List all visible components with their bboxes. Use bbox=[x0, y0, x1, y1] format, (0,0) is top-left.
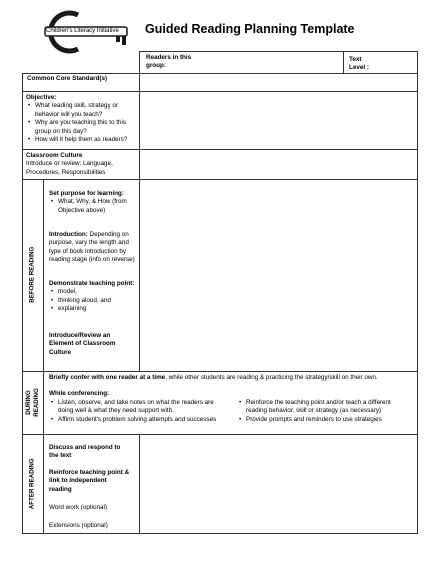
confer-rest: , while other students are reading & practicing the strategy/skill on their own. bbox=[165, 374, 378, 381]
objective-item: • Why are you teaching this to this group on this day? bbox=[35, 119, 138, 136]
divider bbox=[22, 149, 418, 150]
objective-heading: Objective: bbox=[26, 94, 57, 101]
intro-body: Depending on purpose, vary the length and type of book introduction by reading stage (info on reverse) bbox=[49, 231, 135, 264]
before-reading-section bbox=[22, 179, 418, 371]
page-title: Guided Reading Planning Template bbox=[145, 22, 355, 36]
demo-heading: Demonstrate teaching point: bbox=[49, 280, 135, 287]
during-reading-section bbox=[22, 371, 418, 434]
classroom-culture-body: Introduce or review: Language, Procedures, Responsibilities bbox=[26, 160, 113, 176]
readers-label: Readers in this group: bbox=[146, 54, 192, 70]
demo-item: • model, bbox=[58, 288, 139, 296]
confer-bold: Briefly confer with one reader at a time bbox=[49, 374, 166, 381]
cli-logo bbox=[36, 10, 134, 54]
demo-item: • thinking aloud, and bbox=[58, 297, 139, 305]
objective-item: • How will it help them as readers? bbox=[35, 136, 138, 144]
logo-text: Children's Literacy Initiative bbox=[46, 28, 119, 34]
objective-section bbox=[26, 94, 138, 144]
demo-block bbox=[49, 280, 139, 314]
extensions-text: Extensions (optional) bbox=[49, 522, 108, 529]
classroom-culture-heading: Classroom Culture bbox=[26, 152, 83, 159]
during-item: • Affirm student's problem solving attempts and successes bbox=[58, 416, 229, 424]
during-left-list bbox=[49, 399, 229, 424]
during-item: • Reinforce the teaching point and/or teach a different reading behavior, skill or strategy (as necessary) bbox=[246, 399, 412, 416]
divider bbox=[22, 91, 418, 92]
intro-block bbox=[49, 231, 141, 265]
word-work-text: Word work (optional) bbox=[49, 504, 107, 511]
divider bbox=[343, 51, 344, 74]
during-item: • Listen, observe, and take notes on what the readers are doing well & what they need support with. bbox=[58, 399, 229, 416]
text-level-label: Text Level : bbox=[349, 56, 369, 72]
common-core-label: Common Core Standard(s) bbox=[27, 75, 108, 82]
reinforce-text: Reinforce teaching point & link to independent reading bbox=[49, 469, 130, 493]
divider bbox=[139, 434, 140, 534]
readers-row bbox=[139, 51, 418, 74]
objective-item: • What reading skill, strategy or behavior will you teach? bbox=[35, 102, 138, 119]
discuss-text: Discuss and respond to the text bbox=[49, 444, 121, 460]
review-heading: Introduce/Review an Element of Classroom Culture bbox=[49, 332, 116, 356]
classroom-culture-section bbox=[26, 152, 138, 177]
purpose-heading: Set purpose for learning: bbox=[49, 190, 124, 197]
during-item: • Provide prompts and reminders to use strategies bbox=[246, 416, 412, 424]
intro-heading: Introduction: bbox=[49, 231, 88, 238]
while-heading: While conferencing: bbox=[49, 390, 110, 397]
side-label: BEFORE READING bbox=[22, 179, 44, 371]
purpose-item: • What, Why, & How (from Objective above) bbox=[58, 198, 139, 215]
confer-text bbox=[49, 374, 414, 382]
during-right-list bbox=[237, 399, 412, 424]
demo-item: • explaining bbox=[58, 305, 139, 313]
side-label: AFTER READING bbox=[22, 434, 44, 534]
side-label: DURING READING bbox=[22, 371, 44, 434]
after-reading-section bbox=[22, 434, 418, 534]
divider bbox=[139, 179, 140, 371]
divider bbox=[139, 73, 140, 179]
purpose-block bbox=[49, 190, 139, 215]
